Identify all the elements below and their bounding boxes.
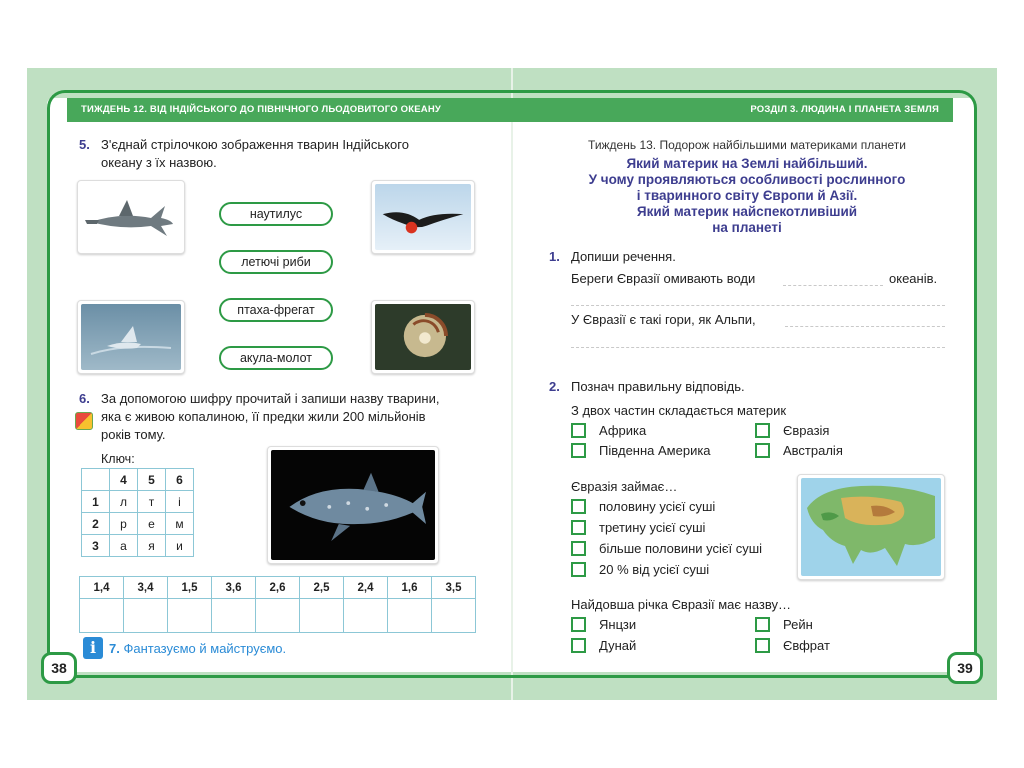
puzzle-icon xyxy=(75,412,93,430)
task1-title: Допиши речення. xyxy=(571,249,676,264)
task1-sentence1-end: океанів. xyxy=(889,271,938,286)
label-hammerhead[interactable]: акула-молот xyxy=(219,346,333,370)
answer-cell[interactable] xyxy=(300,599,344,633)
cipher-key-table xyxy=(81,468,194,557)
flying-fish-photo xyxy=(77,300,185,374)
page-number-left: 38 xyxy=(41,652,77,684)
key-col-head: 5 xyxy=(138,469,166,491)
page-number-right: 39 xyxy=(947,652,983,684)
option-label: третину усієї суші xyxy=(599,520,706,535)
code-cell: 1,4 xyxy=(80,577,124,599)
right-header-band: РОЗДІЛ 3. ЛЮДИНА І ПЛАНЕТА ЗЕМЛЯ xyxy=(513,98,953,122)
nautilus-image xyxy=(375,304,471,370)
answer-line[interactable] xyxy=(571,305,945,306)
answer-line[interactable] xyxy=(785,326,945,327)
task2-title: Познач правильну відповідь. xyxy=(571,379,745,394)
left-header-band: ТИЖДЕНЬ 12. ВІД ІНДІЙСЬКОГО ДО ПІВНІЧНОГО ЛЬОДОВИТОГО ОКЕАНУ xyxy=(67,98,513,122)
checkbox-third[interactable] xyxy=(571,520,586,535)
checkbox-half[interactable] xyxy=(571,499,586,514)
answer-cell[interactable] xyxy=(124,599,168,633)
checkbox-euphrates[interactable] xyxy=(755,638,770,653)
key-cell: е xyxy=(138,513,166,535)
key-row-head: 2 xyxy=(82,513,110,535)
code-cell: 1,5 xyxy=(168,577,212,599)
coelacanth-photo xyxy=(267,446,439,564)
option-label: Євфрат xyxy=(783,638,830,653)
label-frigate-bird[interactable]: птаха-фрегат xyxy=(219,298,333,322)
option-label: більше половини усієї суші xyxy=(599,541,763,556)
option-label: половину усієї суші xyxy=(599,499,716,514)
group1-title: З двох частин складається материк xyxy=(571,403,787,418)
checkbox-south-america[interactable] xyxy=(571,443,586,458)
answer-cell[interactable] xyxy=(388,599,432,633)
hammerhead-shark-photo xyxy=(77,180,185,254)
task6-text: За допомогою шифру прочитай і запиши назву тварини, яка є живою копалиною, її предки жили 200 мільйонів років тому. xyxy=(101,391,440,442)
key-cell: р xyxy=(110,513,138,535)
code-cell: 2,4 xyxy=(344,577,388,599)
key-col-head: 4 xyxy=(110,469,138,491)
checkbox-rhine[interactable] xyxy=(755,617,770,632)
key-cell: м xyxy=(166,513,194,535)
task7: 7. Фантазуємо й майструємо. xyxy=(109,641,287,656)
task1-sentence1: Береги Євразії омивають води xyxy=(571,271,756,286)
workbook-spread xyxy=(27,68,997,700)
week13-subtitle: Тиждень 13. Подорож найбільшими материками планети xyxy=(588,138,906,152)
answer-line[interactable] xyxy=(571,347,945,348)
task2-number: 2. xyxy=(549,379,560,394)
flying-fish-image xyxy=(81,304,181,370)
task5-text: З'єднай стрілочкою зображення тварин Індійського океану з їх назвою. xyxy=(101,137,409,170)
option-label: 20 % від усієї суші xyxy=(599,562,710,577)
answer-cell[interactable] xyxy=(168,599,212,633)
cipher-code-table xyxy=(79,576,476,633)
key-row-head: 3 xyxy=(82,535,110,557)
key-cell: а xyxy=(110,535,138,557)
info-icon: i xyxy=(83,637,103,659)
code-cell: 1,6 xyxy=(388,577,432,599)
bird-image xyxy=(375,184,471,250)
option-label: Південна Америка xyxy=(599,443,711,458)
frigate-bird-photo xyxy=(371,180,475,254)
week-questions: Який материк на Землі найбільший. У чому проявляються особливості рослинного і тваринного світу Європи й Азії. Який материк найспекотливіший на планеті xyxy=(588,156,906,235)
code-cell: 2,6 xyxy=(256,577,300,599)
code-cell: 3,5 xyxy=(432,577,476,599)
checkbox-danube[interactable] xyxy=(571,638,586,653)
checkbox-20-percent[interactable] xyxy=(571,562,586,577)
checkbox-more-than-half[interactable] xyxy=(571,541,586,556)
key-cell: і xyxy=(166,491,194,513)
code-cell: 3,4 xyxy=(124,577,168,599)
group3-title: Найдовша річка Євразії має назву… xyxy=(571,597,791,612)
key-corner xyxy=(82,469,110,491)
eurasia-map xyxy=(797,474,945,580)
key-row-head: 1 xyxy=(82,491,110,513)
checkbox-africa[interactable] xyxy=(571,423,586,438)
code-cell: 2,5 xyxy=(300,577,344,599)
task6-number: 6. xyxy=(79,391,90,406)
answer-cell[interactable] xyxy=(212,599,256,633)
task1-number: 1. xyxy=(549,249,560,264)
key-col-head: 6 xyxy=(166,469,194,491)
checkbox-eurasia[interactable] xyxy=(755,423,770,438)
key-cell: л xyxy=(110,491,138,513)
label-flying-fish[interactable]: летючі риби xyxy=(219,250,333,274)
answer-cell[interactable] xyxy=(344,599,388,633)
answer-cell[interactable] xyxy=(432,599,476,633)
option-label: Рейн xyxy=(783,617,813,632)
option-label: Австралія xyxy=(783,443,843,458)
map-image xyxy=(801,478,941,576)
coelacanth-image xyxy=(271,450,435,560)
shark-image xyxy=(81,184,181,250)
answer-cell[interactable] xyxy=(256,599,300,633)
option-label: Африка xyxy=(599,423,647,438)
answer-line[interactable] xyxy=(783,285,883,286)
code-cell: 3,6 xyxy=(212,577,256,599)
key-cell: я xyxy=(138,535,166,557)
option-label: Янцзи xyxy=(599,617,637,632)
task5-number: 5. xyxy=(79,137,90,152)
key-label: Ключ: xyxy=(101,452,135,466)
key-cell: т xyxy=(138,491,166,513)
label-nautilus[interactable]: наутилус xyxy=(219,202,333,226)
answer-cell[interactable] xyxy=(80,599,124,633)
key-cell: и xyxy=(166,535,194,557)
checkbox-yangtze[interactable] xyxy=(571,617,586,632)
nautilus-photo xyxy=(371,300,475,374)
checkbox-australia[interactable] xyxy=(755,443,770,458)
option-label: Євразія xyxy=(783,423,830,438)
option-label: Дунай xyxy=(599,638,637,653)
group2-title: Євразія займає… xyxy=(571,479,678,494)
task1-sentence2: У Євразії є такі гори, як Альпи, xyxy=(571,312,756,327)
